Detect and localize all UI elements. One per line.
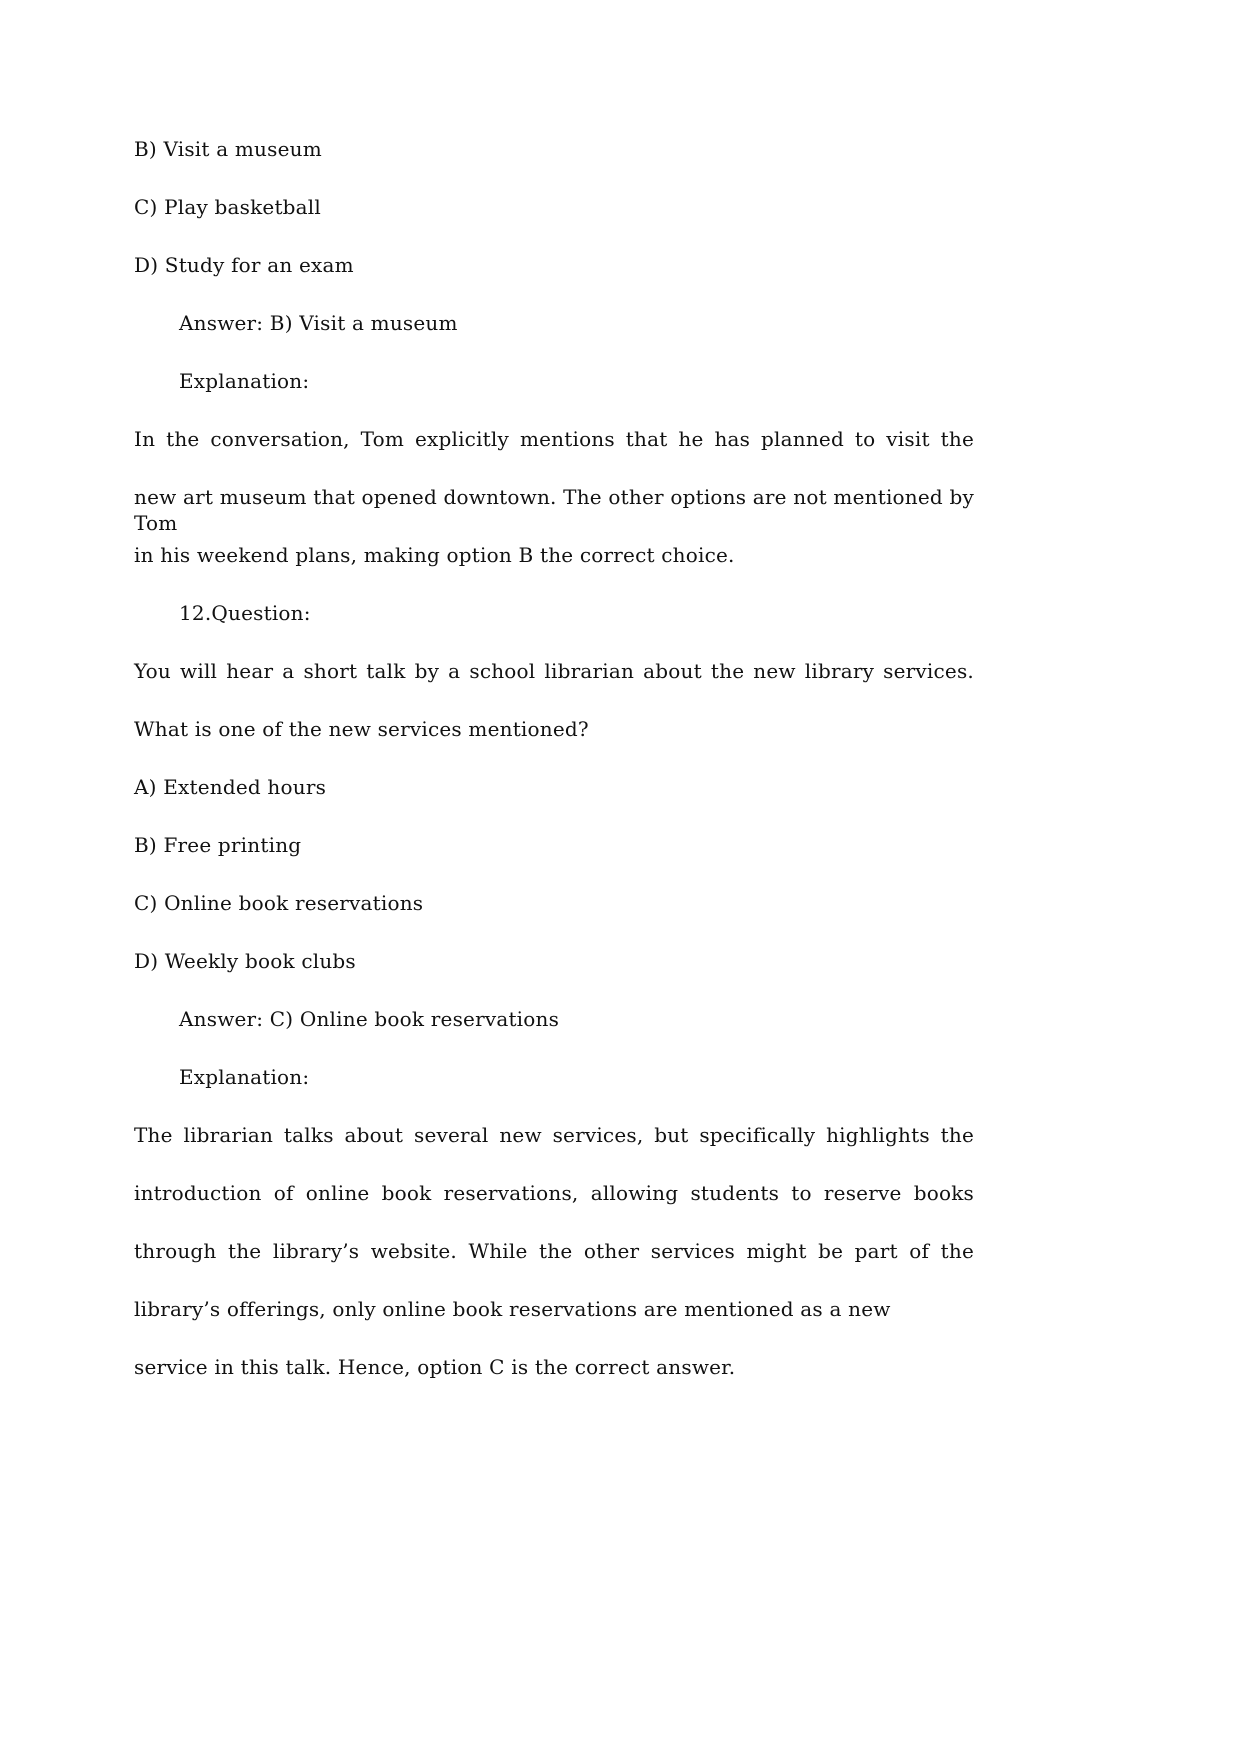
- q12-option-b: B) Free printing: [134, 833, 302, 857]
- q12-explanation-line: library’s offerings, only online book reservations are mentioned as a new: [134, 1297, 891, 1321]
- q12-label: 12.Question:: [179, 601, 311, 625]
- q12-prompt-line: You will hear a short talk by a school librarian about the new library services.: [134, 659, 974, 683]
- q12-explanation-label: Explanation:: [179, 1065, 310, 1089]
- q11-explanation-label: Explanation:: [179, 369, 310, 393]
- q11-explanation-line: In the conversation, Tom explicitly mentions that he has planned to visit the: [134, 427, 974, 451]
- q12-explanation-line: service in this talk. Hence, option C is the correct answer.: [134, 1355, 736, 1379]
- q11-option-c: C) Play basketball: [134, 195, 321, 219]
- q12-option-a: A) Extended hours: [134, 775, 327, 799]
- q11-option-d: D) Study for an exam: [134, 253, 354, 277]
- q11-answer: Answer: B) Visit a museum: [179, 311, 458, 335]
- q12-explanation-line: through the library’s website. While the other services might be part of the: [134, 1239, 974, 1263]
- q11-explanation-line: in his weekend plans, making option B the correct choice.: [134, 543, 735, 567]
- q12-explanation-line: The librarian talks about several new services, but specifically highlights the: [134, 1123, 974, 1147]
- q12-prompt-line: What is one of the new services mentioned?: [134, 717, 589, 741]
- q12-answer: Answer: C) Online book reservations: [179, 1007, 560, 1031]
- q12-option-c: C) Online book reservations: [134, 891, 424, 915]
- q11-explanation-line: new art museum that opened downtown. The other options are not mentioned by Tom: [134, 485, 974, 535]
- q12-option-d: D) Weekly book clubs: [134, 949, 356, 973]
- q11-option-b: B) Visit a museum: [134, 137, 322, 161]
- q12-explanation-line: introduction of online book reservations, allowing students to reserve books: [134, 1181, 974, 1205]
